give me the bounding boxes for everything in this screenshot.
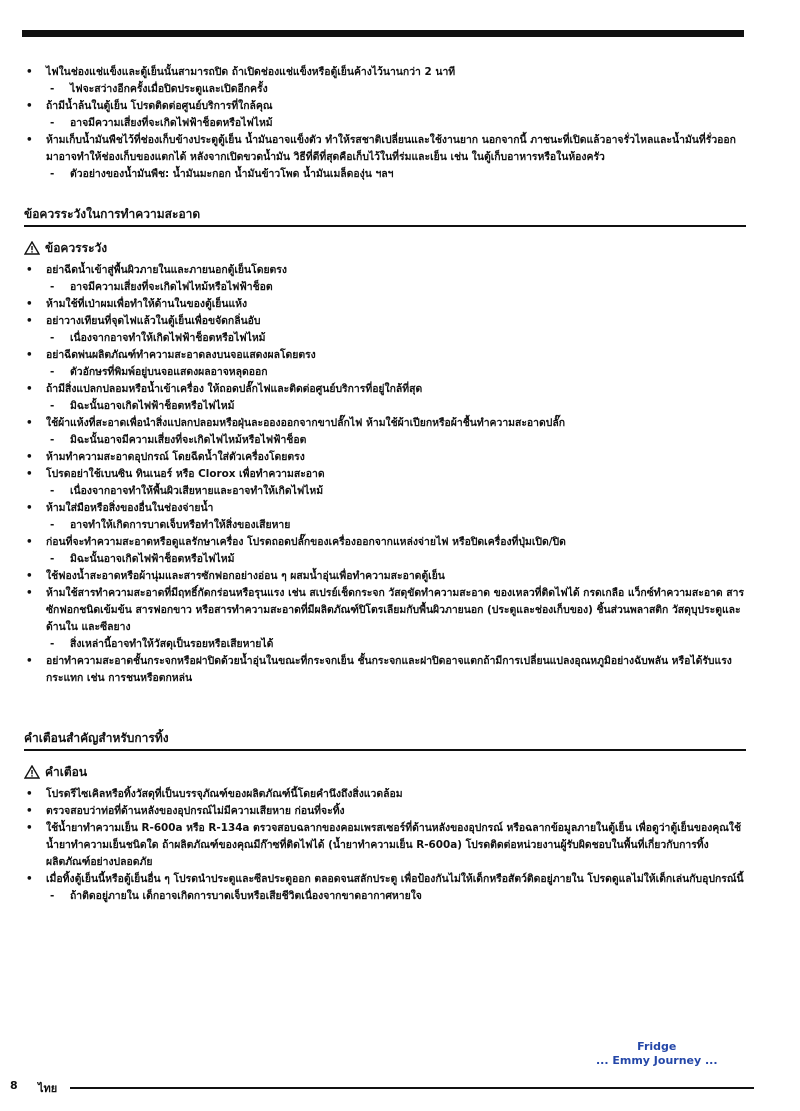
- sub-bullet-item: - เนื่องจากอาจทำให้เกิดไฟฟ้าช็อตหรือไฟไหม้: [24, 330, 746, 347]
- warning-heading: [24, 763, 746, 781]
- sub-bullet-item: - ตัวอย่างของน้ำมันพืช: น้ำมันมะกอก น้ำมันข้าวโพด น้ำมันเมล็ดองุ่น ฯลฯ: [24, 166, 746, 183]
- warning-triangle-icon: [24, 241, 40, 255]
- bullet-item: • ใช้ผ้าแห้งที่สะอาดเพื่อนำสิ่งแปลกปลอมหรือฝุ่นละอองออกจากขาปลั๊กไฟ ห้ามใช้ผ้าเปียกหรือผ้าชื้นทำความสะอาดปลั๊ก: [24, 415, 746, 432]
- bullet-item: • ใช้น้ำยาทำความเย็น R-600a หรือ R-134a ตรวจสอบฉลากของคอมเพรสเซอร์ที่ด้านหลังของอุปกรณ์ หรือฉลากข้อมูลภายในตู้เย็น เพื่อดูว่าตู้เย็นของคุณใช้น้ำยาทำความเย็นชนิดใด ถ้าผลิตภัณฑ์ของคุณมีก๊าซที่ติดไฟได้ (น้ำยาทำความเย็น R-600a) โปรดติดต่อหน่วยงานผู้รับผิดชอบในพื้นที่เกี่ยวกับการทิ้งผลิตภัณฑ์อย่างปลอดภัย: [24, 820, 746, 871]
- sub-bullet-item: - ถ้าติดอยู่ภายใน เด็กอาจเกิดการบาดเจ็บหรือเสียชีวิตเนื่องจากขาดอากาศหายใจ: [24, 888, 746, 905]
- sub-bullet-item: - สิ่งเหล่านี้อาจทำให้วัสดุเป็นรอยหรือเสียหายได้: [24, 636, 746, 653]
- bullet-item: • ห้ามทำความสะอาดอุปกรณ์ โดยฉีดน้ำใส่ตัวเครื่องโดยตรง: [24, 449, 746, 466]
- caution-heading: [24, 239, 746, 257]
- cleaning-section-title: ข้อควรระวังในการทำความสะอาด: [24, 205, 746, 227]
- bullet-item: • อย่าฉีดน้ำเข้าสู่พื้นผิวภายในและภายนอกตู้เย็นโดยตรง: [24, 262, 746, 279]
- bullet-item: • โปรดอย่าใช้เบนซิน ทินเนอร์ หรือ Clorox เพื่อทำความสะอาด: [24, 466, 746, 483]
- page-number: 8: [10, 1079, 18, 1092]
- sub-bullet-item: - ตัวอักษรที่พิมพ์อยู่บนจอแสดงผลอาจหลุดออก: [24, 364, 746, 381]
- sub-bullet-item: - ไฟจะสว่างอีกครั้งเมื่อปิดประตูและเปิดอีกครั้ง: [24, 81, 746, 98]
- watermark: [596, 1040, 718, 1068]
- sub-bullet-item: - เนื่องจากอาจทำให้พื้นผิวเสียหายและอาจทำให้เกิดไฟไหม้: [24, 483, 746, 500]
- bullet-item: • ใช้ฟองน้ำสะอาดหรือผ้านุ่มและสารซักฟอกอย่างอ่อน ๆ ผสมน้ำอุ่นเพื่อทำความสะอาดตู้เย็น: [24, 568, 746, 585]
- sub-bullet-item: - มิฉะนั้นอาจเกิดไฟฟ้าช็อตหรือไฟไหม้: [24, 398, 746, 415]
- bullet-item: • ห้ามใช้ที่เป่าผมเพื่อทำให้ด้านในของตู้เย็นแห้ง: [24, 296, 746, 313]
- watermark-line2: ... Emmy Journey ...: [596, 1054, 718, 1067]
- disposal-section-title: คำเตือนสำคัญสำหรับการทิ้ง: [24, 729, 746, 751]
- bullet-item: • ถ้ามีสิ่งแปลกปลอมหรือน้ำเข้าเครื่อง ให้ถอดปลั๊กไฟและติดต่อศูนย์บริการที่อยู่ใกล้ที่สุด: [24, 381, 746, 398]
- watermark-line1: Fridge: [637, 1040, 677, 1053]
- page-footer: [10, 1079, 754, 1093]
- bullet-item: • ถ้ามีน้ำล้นในตู้เย็น โปรดติดต่อศูนย์บริการที่ใกล้คุณ: [24, 98, 746, 115]
- bullet-item: • อย่าทำความสะอาดชั้นกระจกหรือฝาปิดด้วยน้ำอุ่นในขณะที่กระจกเย็น ชั้นกระจกและฝาปิดอาจแตกถ้ามีการเปลี่ยนแปลงอุณหภูมิอย่างฉับพลัน หรือได้รับแรงกระแทก เช่น การชนหรือตกหล่น: [24, 653, 746, 687]
- top-rule: [22, 30, 744, 37]
- intro-list: [24, 64, 746, 183]
- caution-label: ข้อควรระวัง: [45, 241, 108, 255]
- footer-rule: [70, 1087, 754, 1089]
- bullet-item: • อย่าวางเทียนที่จุดไฟแล้วในตู้เย็นเพื่อขจัดกลิ่นอับ: [24, 313, 746, 330]
- bullet-item: • ห้ามใช้สารทำความสะอาดที่มีฤทธิ์กัดกร่อนหรือรุนแรง เช่น สเปรย์เช็ดกระจก วัสดุขัดทำความสะอาด ของเหลวที่ติดไฟได้ กรดเกลือ แว็กซ์ทำความสะอาด สารซักฟอกชนิดเข้มข้น สารฟอกขาว หรือสารทำความสะอาดที่มีผลิตภัณฑ์ปิโตรเลียมกับพื้นผิวภายนอก (ประตูและช่องเก็บของ) ชิ้นส่วนพลาสติก วัสดุบุประตูและด้านใน และซีลยาง: [24, 585, 746, 636]
- sub-bullet-item: - มิฉะนั้นอาจมีความเสี่ยงที่จะเกิดไฟไหม้หรือไฟฟ้าช็อต: [24, 432, 746, 449]
- bullet-item: • โปรดรีไซเคิลหรือทิ้งวัสดุที่เป็นบรรจุภัณฑ์ของผลิตภัณฑ์นี้โดยคำนึงถึงสิ่งแวดล้อม: [24, 786, 746, 803]
- sub-bullet-item: - อาจมีความเสี่ยงที่จะเกิดไฟฟ้าช็อตหรือไฟไหม้: [24, 115, 746, 132]
- language-label: ไทย: [38, 1082, 58, 1095]
- page-content: [24, 64, 746, 905]
- bullet-item: • ตรวจสอบว่าท่อที่ด้านหลังของอุปกรณ์ไม่มีความเสียหาย ก่อนที่จะทิ้ง: [24, 803, 746, 820]
- warning-label: คำเตือน: [45, 765, 88, 779]
- bullet-item: • อย่าฉีดพ่นผลิตภัณฑ์ทำความสะอาดลงบนจอแสดงผลโดยตรง: [24, 347, 746, 364]
- disposal-list: [24, 786, 746, 905]
- warning-triangle-icon: [24, 765, 40, 779]
- bullet-item: • ห้ามเก็บน้ำมันพืชไว้ที่ช่องเก็บข้างประตูตู้เย็น น้ำมันอาจแข็งตัว ทำให้รสชาติเปลี่ยนและใช้งานยาก นอกจากนี้ ภาชนะที่เปิดแล้วอาจรั่วไหลและน้ำมันที่รั่วออกมาอาจทำให้ช่องเก็บของแตกได้ หลังจากเปิดขวดน้ำมัน วิธีที่ดีที่สุดคือเก็บไว้ในที่ร่มและเย็น เช่น ในตู้เก็บอาหารหรือในห้องครัว: [24, 132, 746, 166]
- bullet-item: • ก่อนที่จะทำความสะอาดหรือดูแลรักษาเครื่อง โปรดถอดปลั๊กของเครื่องออกจากแหล่งจ่ายไฟ หรือปิดเครื่องที่ปุ่มเปิด/ปิด: [24, 534, 746, 551]
- sub-bullet-item: - มิฉะนั้นอาจเกิดไฟฟ้าช็อตหรือไฟไหม้: [24, 551, 746, 568]
- bullet-item: • ไฟในช่องแช่แข็งและตู้เย็นนั้นสามารถปิด ถ้าเปิดช่องแช่แข็งหรือตู้เย็นค้างไว้นานกว่า 2 นาที: [24, 64, 746, 81]
- bullet-item: • เมื่อทิ้งตู้เย็นนี้หรือตู้เย็นอื่น ๆ โปรดนำประตูและซีลประตูออก ตลอดจนสลักประตู เพื่อป้องกันไม่ให้เด็กหรือสัตว์ติดอยู่ภายใน โปรดดูแลไม่ให้เด็กเล่นกับอุปกรณ์นี้: [24, 871, 746, 888]
- bullet-item: • ห้ามใส่มือหรือสิ่งของอื่นในช่องจ่ายน้ำ: [24, 500, 746, 517]
- sub-bullet-item: - อาจมีความเสี่ยงที่จะเกิดไฟไหม้หรือไฟฟ้าช็อต: [24, 279, 746, 296]
- cleaning-list: [24, 262, 746, 687]
- sub-bullet-item: - อาจทำให้เกิดการบาดเจ็บหรือทำให้สิ่งของเสียหาย: [24, 517, 746, 534]
